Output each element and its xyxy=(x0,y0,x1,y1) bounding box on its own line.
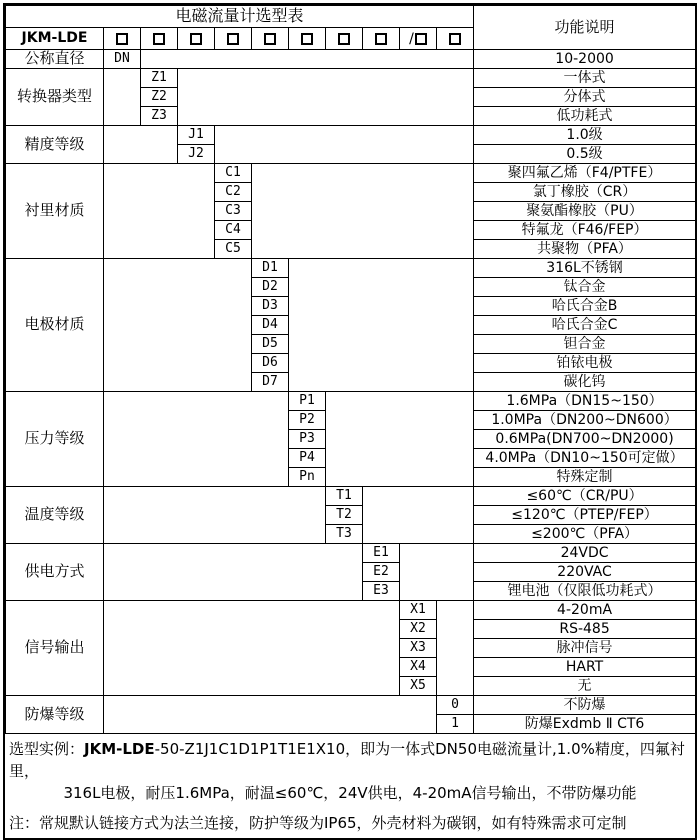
description-cell: ≤200℃（PFA） xyxy=(474,525,696,544)
section-label: 防爆等级 xyxy=(6,696,104,734)
description-cell: 316L不锈钢 xyxy=(474,259,696,278)
checkbox-icon xyxy=(227,33,239,45)
code-cell: C4 xyxy=(215,221,252,240)
code-cell: T3 xyxy=(326,525,363,544)
table-row xyxy=(6,164,696,183)
code-cell: P2 xyxy=(289,411,326,430)
code-cell: X2 xyxy=(400,620,437,639)
code-cell: Z3 xyxy=(141,107,178,126)
description-cell: 钛合金 xyxy=(474,278,696,297)
code-cell: Pn xyxy=(289,468,326,487)
title-row xyxy=(6,6,696,28)
empty-filler-left xyxy=(104,696,437,734)
empty-filler-right xyxy=(326,392,474,487)
model-checkbox-cell xyxy=(141,28,178,50)
checkbox-icon xyxy=(264,33,276,45)
table-title: 电磁流量计选型表 xyxy=(6,6,474,28)
table-row xyxy=(6,487,696,506)
empty-filler-right xyxy=(437,601,474,696)
description-cell: 铂铱电极 xyxy=(474,354,696,373)
example-model: JKM-LDE xyxy=(84,740,155,758)
empty-filler-right xyxy=(363,487,474,544)
section-label: 转换器类型 xyxy=(6,69,104,126)
empty-filler-right xyxy=(215,126,474,164)
description-cell: 0.6MPa(DN700~DN2000) xyxy=(474,430,696,449)
description-cell: 特氟龙（F46/FEP） xyxy=(474,221,696,240)
table-row xyxy=(6,69,696,88)
description-cell: 1.0级 xyxy=(474,126,696,145)
checkbox-icon xyxy=(116,33,128,45)
code-cell: P3 xyxy=(289,430,326,449)
code-cell: D3 xyxy=(252,297,289,316)
description-cell: ≤120℃（PTEP/FEP） xyxy=(474,506,696,525)
description-cell: HART xyxy=(474,658,696,677)
empty-filler-left xyxy=(104,392,289,487)
empty-filler-right xyxy=(400,544,474,601)
code-cell: Z2 xyxy=(141,88,178,107)
model-checkbox-cell xyxy=(215,28,252,50)
model-checkbox-cell xyxy=(178,28,215,50)
description-cell: 哈氏合金C xyxy=(474,316,696,335)
code-cell: T1 xyxy=(326,487,363,506)
code-cell: Z1 xyxy=(141,69,178,88)
table-row xyxy=(6,259,696,278)
description-cell: 特殊定制 xyxy=(474,468,696,487)
table-row xyxy=(6,126,696,145)
table-row xyxy=(6,544,696,563)
section-label: 公称直径 xyxy=(6,50,104,69)
example-label: 选型实例： xyxy=(9,740,85,758)
description-cell: RS-485 xyxy=(474,620,696,639)
code-cell: C2 xyxy=(215,183,252,202)
selection-sheet xyxy=(3,3,697,840)
code-cell: J2 xyxy=(178,145,215,164)
code-cell: X4 xyxy=(400,658,437,677)
description-cell: 锂电池（仅限低功耗式） xyxy=(474,582,696,601)
description-cell: 10-2000 xyxy=(474,50,696,69)
model-checkbox-cell xyxy=(363,28,400,50)
model-checkbox-cell xyxy=(252,28,289,50)
notes-section xyxy=(5,734,695,838)
model-checkbox-cell xyxy=(437,28,474,50)
code-cell: D5 xyxy=(252,335,289,354)
selection-example-line2: 316L电极，耐压1.6MPa，耐温≤60℃，24V供电，4-20mA信号输出，不带防爆功能 xyxy=(63,783,637,802)
description-cell: 4-20mA xyxy=(474,601,696,620)
selector-table xyxy=(5,5,696,734)
description-cell: 0.5级 xyxy=(474,145,696,164)
checkbox-icon xyxy=(338,33,350,45)
description-cell: 1.0MPa（DN200~DN600） xyxy=(474,411,696,430)
section-label: 衬里材质 xyxy=(6,164,104,259)
slash-separator: / xyxy=(409,30,414,47)
note-text: 注：常规默认链接方式为法兰连接，防护等级为IP65，外壳材料为碳钢，如有特殊需求可定制 xyxy=(9,814,627,833)
section-label: 精度等级 xyxy=(6,126,104,164)
model-checkbox-cell xyxy=(326,28,363,50)
description-cell: 碳化钨 xyxy=(474,373,696,392)
description-cell: 4.0MPa（DN10~150可定做） xyxy=(474,449,696,468)
code-cell: P4 xyxy=(289,449,326,468)
code-cell: T2 xyxy=(326,506,363,525)
code-cell: C5 xyxy=(215,240,252,259)
code-cell: D6 xyxy=(252,354,289,373)
empty-filler-right xyxy=(252,164,474,259)
model-checkbox-cell xyxy=(400,28,437,50)
code-cell: X5 xyxy=(400,677,437,696)
table-row xyxy=(6,696,696,715)
empty-filler-left xyxy=(104,126,178,164)
description-cell: 聚氨酯橡胶（PU） xyxy=(474,202,696,221)
description-cell: 钽合金 xyxy=(474,335,696,354)
code-cell: DN xyxy=(104,50,141,69)
checkbox-icon xyxy=(415,33,427,45)
table-row xyxy=(6,392,696,411)
selection-example-line1 xyxy=(9,739,691,783)
code-cell: D1 xyxy=(252,259,289,278)
code-cell: C1 xyxy=(215,164,252,183)
model-name: JKM-LDE xyxy=(6,28,104,50)
code-cell: 1 xyxy=(437,715,474,734)
code-cell: D2 xyxy=(252,278,289,297)
checkbox-icon xyxy=(153,33,165,45)
code-cell: X1 xyxy=(400,601,437,620)
code-cell: C3 xyxy=(215,202,252,221)
checkbox-icon xyxy=(190,33,202,45)
section-label: 供电方式 xyxy=(6,544,104,601)
empty-filler-left xyxy=(104,544,363,601)
checkbox-icon xyxy=(375,33,387,45)
description-cell: 一体式 xyxy=(474,69,696,88)
description-cell: 24VDC xyxy=(474,544,696,563)
description-cell: 脉冲信号 xyxy=(474,639,696,658)
code-cell: J1 xyxy=(178,126,215,145)
description-cell: 低功耗式 xyxy=(474,107,696,126)
description-cell: 220VAC xyxy=(474,563,696,582)
empty-filler-left xyxy=(104,601,400,696)
code-cell: E1 xyxy=(363,544,400,563)
empty-filler-left xyxy=(104,164,215,259)
checkbox-icon xyxy=(449,33,461,45)
empty-filler-right xyxy=(289,259,474,392)
code-cell: D7 xyxy=(252,373,289,392)
description-cell: 哈氏合金B xyxy=(474,297,696,316)
function-header: 功能说明 xyxy=(474,6,696,50)
section-label: 压力等级 xyxy=(6,392,104,487)
description-cell: 不防爆 xyxy=(474,696,696,715)
code-cell: E3 xyxy=(363,582,400,601)
table-row xyxy=(6,50,696,69)
example-code-text: -50-Z1J1C1D1P1T1E1X10，即为一体式DN50电磁流量计,1.0%精度，四氟衬里， xyxy=(9,740,685,780)
checkbox-icon xyxy=(301,33,313,45)
description-cell: 无 xyxy=(474,677,696,696)
empty-filler-left xyxy=(104,487,326,544)
empty-filler-left xyxy=(104,69,141,126)
model-checkbox-cell xyxy=(289,28,326,50)
code-cell: P1 xyxy=(289,392,326,411)
description-cell: 分体式 xyxy=(474,88,696,107)
code-cell: E2 xyxy=(363,563,400,582)
code-cell: 0 xyxy=(437,696,474,715)
description-cell: 氯丁橡胶（CR） xyxy=(474,183,696,202)
code-cell: X3 xyxy=(400,639,437,658)
empty-filler-left xyxy=(104,259,252,392)
code-cell: D4 xyxy=(252,316,289,335)
model-checkbox-cell xyxy=(104,28,141,50)
description-cell: 聚四氟乙烯（F4/PTFE） xyxy=(474,164,696,183)
empty-filler-right xyxy=(141,50,474,69)
empty-filler-right xyxy=(178,69,474,126)
description-cell: 共聚物（PFA） xyxy=(474,240,696,259)
section-label: 信号输出 xyxy=(6,601,104,696)
section-label: 温度等级 xyxy=(6,487,104,544)
table-row xyxy=(6,601,696,620)
description-cell: 防爆Exdmb Ⅱ CT6 xyxy=(474,715,696,734)
description-cell: ≤60℃（CR/PU） xyxy=(474,487,696,506)
description-cell: 1.6MPa（DN15~150） xyxy=(474,392,696,411)
section-label: 电极材质 xyxy=(6,259,104,392)
